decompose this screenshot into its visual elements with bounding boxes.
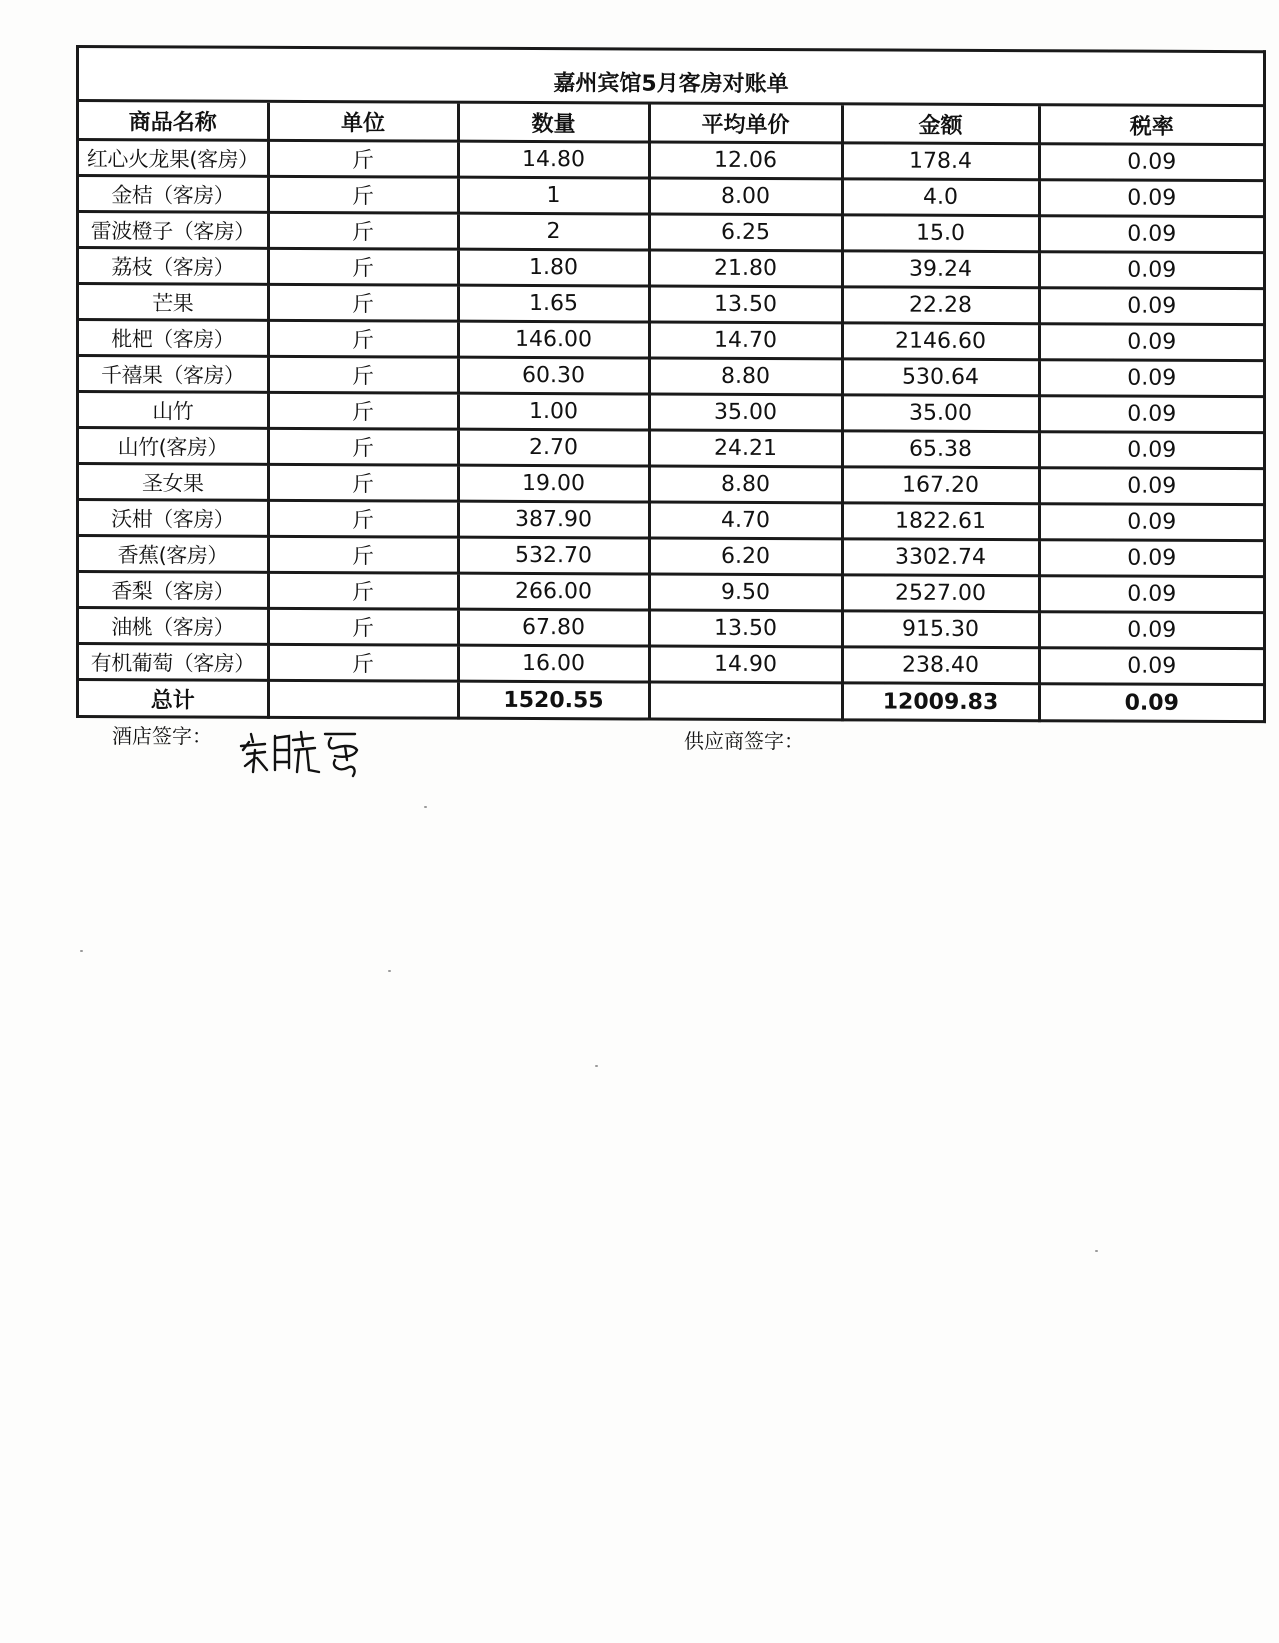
cell-amount: 1822.61 [842, 503, 1039, 540]
table-row [79, 140, 1263, 181]
cell-item-name: 油桃（客房） [79, 608, 268, 645]
cell-quantity: 1.80 [458, 249, 649, 286]
cell-quantity: 532.70 [458, 537, 649, 574]
cell-item-name: 山竹 [79, 392, 268, 429]
table-row [79, 428, 1263, 469]
cell-item-name: 香蕉(客房） [79, 536, 268, 573]
cell-quantity: 14.80 [458, 141, 649, 178]
total-unit [268, 680, 458, 718]
cell-avg-price: 14.90 [649, 646, 842, 683]
table-row [79, 644, 1263, 685]
table-row [79, 464, 1263, 505]
cell-avg-price: 13.50 [649, 286, 842, 323]
cell-tax-rate: 0.09 [1039, 540, 1263, 577]
cell-item-name: 枇杷（客房） [79, 320, 268, 357]
cell-tax-rate: 0.09 [1039, 360, 1263, 397]
cell-quantity: 19.00 [458, 465, 649, 502]
cell-unit: 斤 [268, 248, 458, 285]
cell-amount: 15.0 [842, 215, 1039, 252]
cell-quantity: 1.00 [458, 393, 649, 430]
cell-tax-rate: 0.09 [1039, 612, 1263, 649]
cell-unit: 斤 [268, 428, 458, 465]
header-amount: 金额 [842, 105, 1039, 143]
cell-unit: 斤 [268, 464, 458, 501]
cell-unit: 斤 [268, 536, 458, 573]
table-body [79, 140, 1263, 722]
table-row [79, 320, 1263, 361]
cell-avg-price: 8.80 [649, 466, 842, 503]
table-row [79, 536, 1263, 577]
hotel-signature [235, 720, 385, 780]
header-quantity: 数量 [458, 104, 649, 142]
cell-unit: 斤 [268, 644, 458, 681]
cell-amount: 22.28 [842, 287, 1039, 324]
cell-avg-price: 14.70 [649, 322, 842, 359]
header-tax-rate: 税率 [1039, 106, 1263, 144]
cell-item-name: 千禧果（客房） [79, 356, 268, 393]
cell-quantity: 1 [458, 177, 649, 214]
cell-avg-price: 13.50 [649, 610, 842, 647]
table-row [79, 356, 1263, 397]
cell-quantity: 387.90 [458, 501, 649, 538]
cell-tax-rate: 0.09 [1039, 324, 1263, 361]
cell-quantity: 1.65 [458, 285, 649, 322]
cell-amount: 4.0 [842, 179, 1039, 216]
cell-amount: 915.30 [842, 611, 1039, 648]
cell-amount: 35.00 [842, 395, 1039, 432]
cell-avg-price: 21.80 [649, 250, 842, 287]
cell-item-name: 山竹(客房） [79, 428, 268, 465]
table-row [79, 176, 1263, 217]
header-avg-price: 平均单价 [649, 105, 842, 143]
table-row [79, 284, 1263, 325]
header-unit: 单位 [268, 103, 458, 141]
total-label: 总计 [79, 680, 268, 718]
table-row [79, 212, 1263, 253]
cell-unit: 斤 [268, 284, 458, 321]
cell-avg-price: 35.00 [649, 394, 842, 431]
cell-unit: 斤 [268, 392, 458, 429]
cell-tax-rate: 0.09 [1039, 396, 1263, 433]
cell-amount: 238.40 [842, 647, 1039, 684]
cell-item-name: 有机葡萄（客房） [79, 644, 268, 681]
cell-tax-rate: 0.09 [1039, 180, 1263, 217]
cell-unit: 斤 [268, 572, 458, 609]
cell-avg-price: 12.06 [649, 142, 842, 179]
cell-tax-rate: 0.09 [1039, 504, 1263, 541]
total-tax: 0.09 [1039, 684, 1263, 722]
total-price [649, 682, 842, 720]
cell-tax-rate: 0.09 [1039, 576, 1263, 613]
cell-tax-rate: 0.09 [1039, 252, 1263, 289]
cell-quantity: 60.30 [458, 357, 649, 394]
table-row [79, 392, 1263, 433]
reconciliation-table [79, 102, 1263, 723]
cell-quantity: 2.70 [458, 429, 649, 466]
cell-avg-price: 6.25 [649, 214, 842, 251]
reconciliation-sheet [76, 45, 1266, 723]
cell-avg-price: 8.80 [649, 358, 842, 395]
cell-avg-price: 6.20 [649, 538, 842, 575]
cell-quantity: 146.00 [458, 321, 649, 358]
cell-tax-rate: 0.09 [1039, 288, 1263, 325]
cell-item-name: 荔枝（客房） [79, 248, 268, 285]
cell-tax-rate: 0.09 [1039, 216, 1263, 253]
cell-amount: 178.4 [842, 143, 1039, 180]
total-row [79, 680, 1263, 722]
table-header-row [79, 102, 1263, 145]
cell-item-name: 芒果 [79, 284, 268, 321]
header-item-name: 商品名称 [79, 102, 268, 140]
cell-avg-price: 4.70 [649, 502, 842, 539]
cell-avg-price: 8.00 [649, 178, 842, 215]
cell-item-name: 圣女果 [79, 464, 268, 501]
cell-unit: 斤 [268, 500, 458, 537]
cell-amount: 530.64 [842, 359, 1039, 396]
cell-amount: 65.38 [842, 431, 1039, 468]
cell-amount: 2146.60 [842, 323, 1039, 360]
cell-amount: 2527.00 [842, 575, 1039, 612]
cell-unit: 斤 [268, 608, 458, 645]
cell-quantity: 67.80 [458, 609, 649, 646]
cell-item-name: 红心火龙果(客房） [79, 140, 268, 177]
table-row [79, 500, 1263, 541]
table-row [79, 608, 1263, 649]
cell-item-name: 雷波橙子（客房） [79, 212, 268, 249]
cell-unit: 斤 [268, 212, 458, 249]
cell-unit: 斤 [268, 356, 458, 393]
cell-avg-price: 24.21 [649, 430, 842, 467]
cell-amount: 167.20 [842, 467, 1039, 504]
cell-unit: 斤 [268, 140, 458, 177]
cell-quantity: 16.00 [458, 645, 649, 682]
hotel-signature-label: 酒店签字： [112, 724, 212, 748]
sheet-title: 嘉州宾馆5月客房对账单 [79, 48, 1263, 107]
table-row [79, 572, 1263, 613]
supplier-signature-label: 供应商签字： [684, 729, 804, 753]
cell-avg-price: 9.50 [649, 574, 842, 611]
cell-tax-rate: 0.09 [1039, 468, 1263, 505]
table-row [79, 248, 1263, 289]
cell-item-name: 香梨（客房） [79, 572, 268, 609]
cell-tax-rate: 0.09 [1039, 144, 1263, 181]
cell-tax-rate: 0.09 [1039, 648, 1263, 685]
cell-tax-rate: 0.09 [1039, 432, 1263, 469]
cell-unit: 斤 [268, 176, 458, 213]
cell-item-name: 金桔（客房） [79, 176, 268, 213]
cell-quantity: 266.00 [458, 573, 649, 610]
total-amount: 12009.83 [842, 683, 1039, 721]
cell-amount: 3302.74 [842, 539, 1039, 576]
cell-quantity: 2 [458, 213, 649, 250]
total-quantity: 1520.55 [458, 681, 649, 719]
cell-amount: 39.24 [842, 251, 1039, 288]
cell-unit: 斤 [268, 320, 458, 357]
cell-item-name: 沃柑（客房） [79, 500, 268, 537]
